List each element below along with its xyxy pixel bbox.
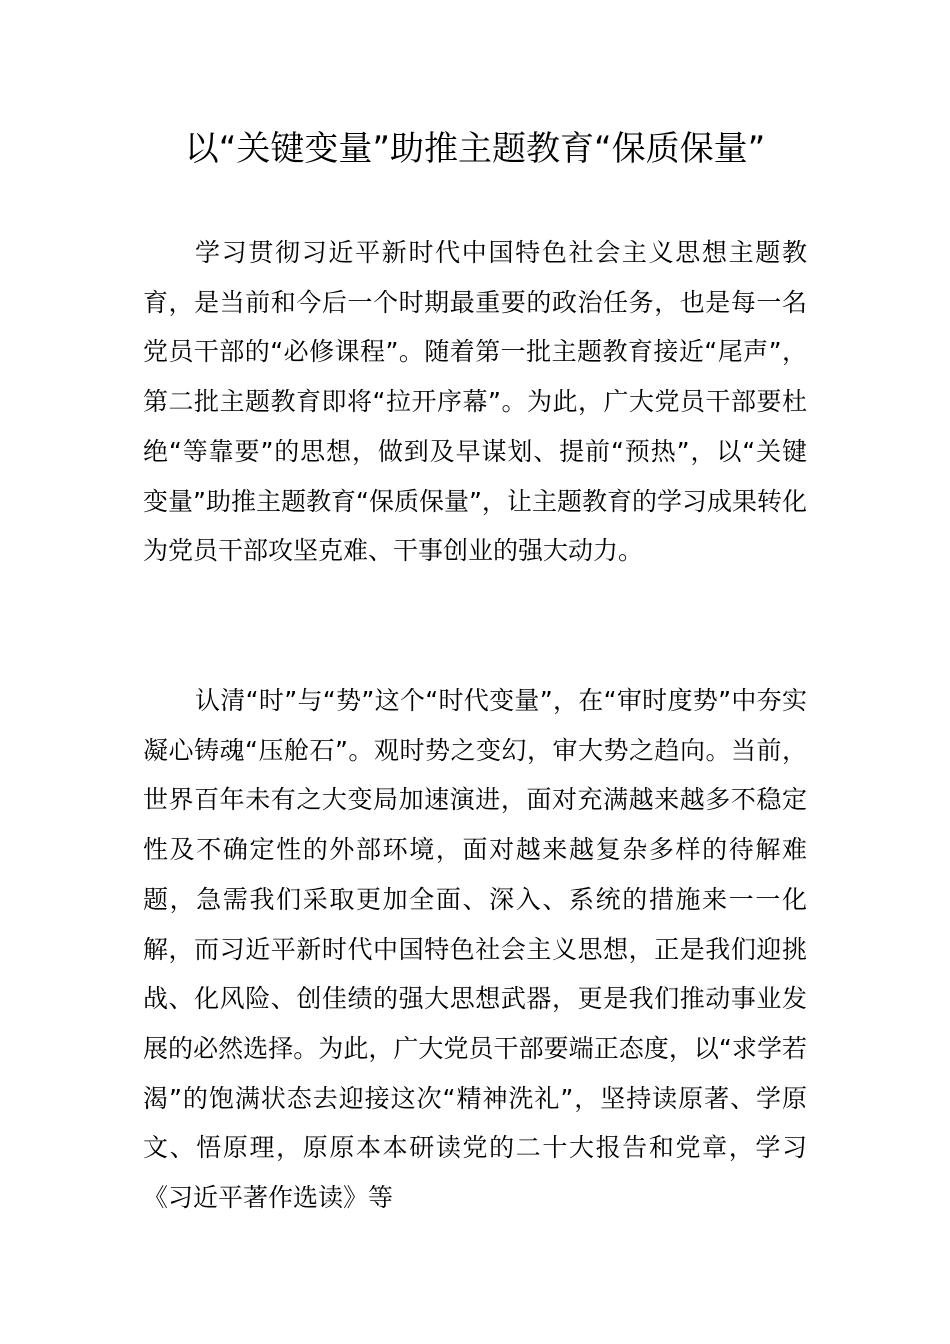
body-paragraph: 学习贯彻习近平新时代中国特色社会主义思想主题教育，是当前和今后一个时期最重要的政治任务，也是每一名党员干部的“必修课程”。随着第一批主题教育接近“尾声”，第二批主题教育即将“拉开序幕”。为此，广大党员干部要杜绝“等靠要”的思想，做到及早谋划、提前“预热”，以“关键变量”助推主题教育“保质保量”，让主题教育的学习成果转化为党员干部攻坚克难、干事创业的强大动力。: [143, 238, 807, 566]
body-paragraph: 认清“时”与“势”这个“时代变量”，在“审时度势”中夯实凝心铸魂“压舱石”。观时势之变幻，审大势之趋向。当前，世界百年未有之大变局加速演进，面对充满越来越多不稳定性及不确定性的外部环境，面对越来越复杂多样的待解难题，急需我们采取更加全面、深入、系统的措施来一一化解，而习近平新时代中国特色社会主义思想，正是我们迎挑战、化风险、创佳绩的强大思想武器，更是我们推动事业发展的必然选择。为此，广大党员干部要端正态度，以“求学若渴”的饱满状态去迎接这次“精神洗礼”，坚持读原著、学原文、悟原理，原原本本研读党的二十大报告和党章，学习《习近平著作选读》等: [143, 686, 807, 1213]
document-title: 以“关键变量”助推主题教育“保质保量”: [184, 129, 766, 169]
